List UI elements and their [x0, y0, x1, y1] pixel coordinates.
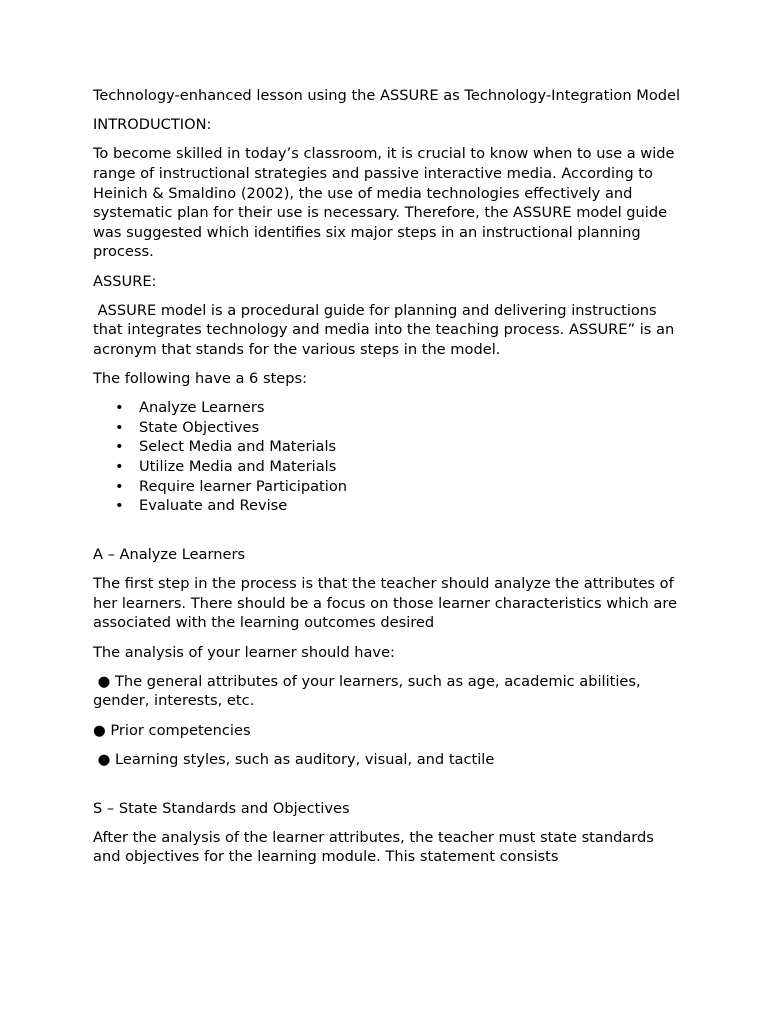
list-item — [93, 496, 683, 516]
assure-paragraph: ASSURE model is a procedural guide for planning and delivering instructions that integrates technology and media into the teaching process. ASSURE” is an acronym that stands for the various steps in the model. — [93, 301, 679, 358]
list-item — [93, 418, 683, 438]
section-spacer — [93, 779, 683, 799]
bullet-icon: • — [115, 477, 124, 495]
list-item — [93, 398, 683, 418]
bullet-icon: • — [115, 399, 124, 417]
section-s-heading: S – State Standards and Objectives — [93, 799, 350, 817]
analysis-item-attributes: ● The general attributes of your learners, such as age, academic abilities, gender, interests, etc. — [93, 672, 646, 710]
section-s-paragraph: After the analysis of the learner attributes, the teacher must state standards and objectives for the learning module. This statement consists — [93, 828, 659, 866]
step-label: Evaluate and Revise — [139, 497, 288, 515]
analysis-item-learning-styles: ● Learning styles, such as auditory, visual, and tactile — [93, 750, 495, 768]
bullet-icon: • — [115, 418, 124, 436]
bullet-icon: • — [115, 438, 124, 456]
section-spacer — [93, 525, 683, 545]
steps-intro: The following have a 6 steps: — [93, 370, 308, 388]
section-a-paragraph: The first step in the process is that the teacher should analyze the attributes of her learners. There should be a focus on those learner characteristics which are associated with the learning outcomes desired — [93, 575, 682, 632]
bullet-icon: • — [115, 458, 124, 476]
assure-heading: ASSURE: — [93, 272, 157, 290]
list-item — [93, 437, 683, 457]
intro-heading: INTRODUCTION: — [93, 116, 212, 134]
analysis-intro: The analysis of your learner should have: — [93, 643, 395, 661]
section-a-heading: A – Analyze Learners — [93, 546, 246, 564]
step-label: Require learner Participation — [139, 477, 348, 495]
document-title: Technology-enhanced lesson using the ASSURE as Technology-Integration Model — [93, 87, 681, 104]
step-label: Analyze Learners — [139, 399, 265, 417]
bullet-icon: • — [115, 497, 124, 515]
document-page — [93, 86, 683, 877]
analysis-item-competencies: ● Prior competencies — [93, 721, 251, 739]
list-item — [93, 457, 683, 477]
list-item — [93, 477, 683, 497]
intro-paragraph: To become skilled in today’s classroom, it is crucial to know when to use a wide range of instructional strategies and passive interactive media. According to Heinich & Smaldino (2002), the use of media technologies effectively and systematic plan for their use is necessary. Therefore, the ASSURE model guide was suggested which identifies six major steps in an instructional planning process. — [93, 145, 680, 261]
step-label: State Objectives — [139, 418, 260, 436]
step-label: Utilize Media and Materials — [139, 458, 337, 476]
step-label: Select Media and Materials — [139, 438, 337, 456]
steps-list — [93, 398, 683, 516]
